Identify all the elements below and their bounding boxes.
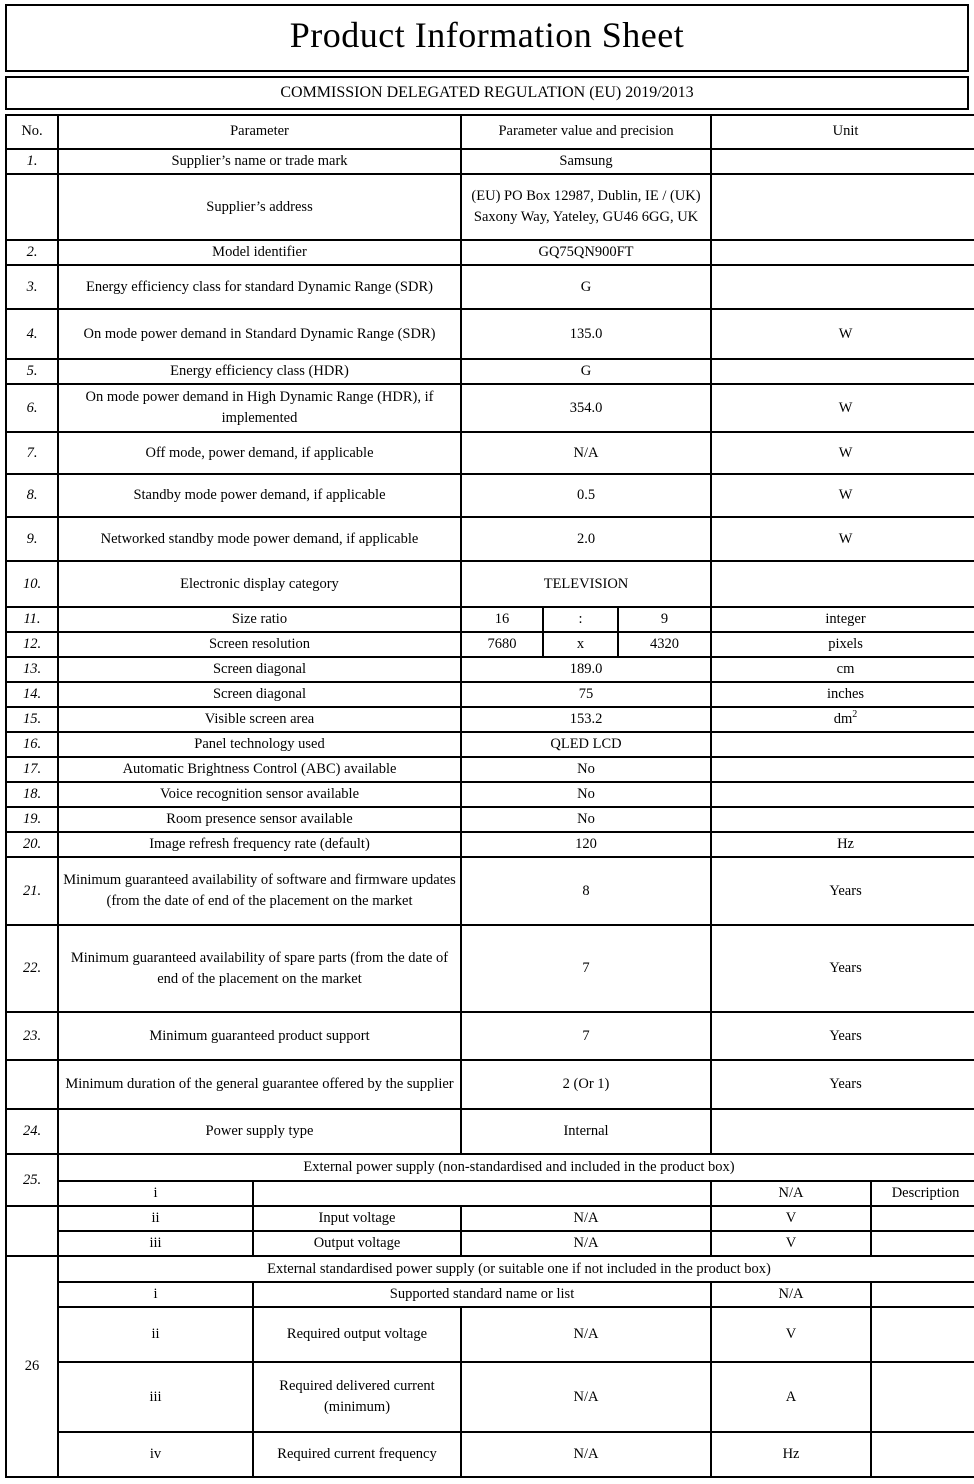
value-cell: 8 — [461, 857, 711, 925]
table-row — [6, 517, 974, 561]
parameter-cell: Supplier’s name or trade mark — [58, 149, 461, 174]
value-cell: No — [461, 807, 711, 832]
page-title: Product Information Sheet — [289, 15, 685, 55]
parameter-cell: Minimum guaranteed availability of software and firmware updates (from the date of end of the placement on the market — [58, 857, 461, 925]
unit-cell: V — [711, 1206, 871, 1231]
value-cell: No — [461, 757, 711, 782]
row-number-cell: 6. — [6, 384, 58, 432]
parameter-cell: Room presence sensor available — [58, 807, 461, 832]
table-row — [6, 707, 974, 732]
parameter-cell: Minimum duration of the general guarantee offered by the supplier — [58, 1060, 461, 1109]
sub-index-cell: ii — [58, 1206, 253, 1231]
parameter-cell: Size ratio — [58, 607, 461, 632]
table-row — [6, 432, 974, 474]
value-cell-separator: : — [543, 607, 618, 632]
table-row — [6, 1282, 974, 1307]
row-number-cell: 5. — [6, 359, 58, 384]
row-number-cell: 26 — [6, 1256, 58, 1477]
unit-cell: V — [711, 1231, 871, 1256]
table-row — [6, 925, 974, 1012]
row-number-cell: 17. — [6, 757, 58, 782]
parameter-cell: Visible screen area — [58, 707, 461, 732]
row-number-cell: 25. — [6, 1154, 58, 1206]
sub-index-cell: iii — [58, 1231, 253, 1256]
unit-cell: integer — [711, 607, 974, 632]
value-cell: N/A — [461, 1206, 711, 1231]
row-number-cell — [6, 174, 58, 240]
value-cell: Samsung — [461, 149, 711, 174]
table-row — [6, 1362, 974, 1432]
table-row — [6, 1206, 974, 1231]
row-number-cell: 13. — [6, 657, 58, 682]
description-cell: Description — [871, 1181, 974, 1206]
value-cell: Internal — [461, 1109, 711, 1154]
row-number-cell: 22. — [6, 925, 58, 1012]
description-cell — [871, 1432, 974, 1477]
unit-cell: Years — [711, 857, 974, 925]
parameter-cell: Power supply type — [58, 1109, 461, 1154]
value-cell: 7 — [461, 1012, 711, 1060]
row-number-cell: 16. — [6, 732, 58, 757]
unit-base: dm — [833, 711, 853, 728]
value-cell: GQ75QN900FT — [461, 240, 711, 265]
unit-cell: pixels — [711, 632, 974, 657]
table-row — [6, 857, 974, 925]
parameter-cell: Off mode, power demand, if applicable — [58, 432, 461, 474]
parameter-cell: Networked standby mode power demand, if applicable — [58, 517, 461, 561]
row-number-cell: 15. — [6, 707, 58, 732]
description-cell — [871, 1362, 974, 1432]
parameter-cell: Supplier’s address — [58, 174, 461, 240]
row-number-cell: 1. — [6, 149, 58, 174]
table-row — [6, 265, 974, 309]
table-row — [6, 1109, 974, 1154]
unit-cell: V — [711, 1307, 871, 1362]
unit-cell: Years — [711, 1060, 974, 1109]
value-cell: 354.0 — [461, 384, 711, 432]
unit-cell: Years — [711, 1012, 974, 1060]
subtitle-box — [5, 76, 969, 110]
table-row — [6, 732, 974, 757]
sub-index-cell: i — [58, 1282, 253, 1307]
value-cell: 189.0 — [461, 657, 711, 682]
row-number-cell — [6, 1206, 58, 1256]
parameter-cell: Required delivered current (minimum) — [253, 1362, 461, 1432]
description-cell — [871, 1206, 974, 1231]
table-row — [6, 149, 974, 174]
sub-index-cell: ii — [58, 1307, 253, 1362]
table-row — [6, 359, 974, 384]
parameter-cell: Screen diagonal — [58, 657, 461, 682]
value-cell: 75 — [461, 682, 711, 707]
row-number-cell: 11. — [6, 607, 58, 632]
row-number-cell: 2. — [6, 240, 58, 265]
value-cell: N/A — [461, 432, 711, 474]
value-cell: (EU) PO Box 12987, Dublin, IE / (UK) Saxony Way, Yateley, GU46 6GG, UK — [461, 174, 711, 240]
unit-cell: A — [711, 1362, 871, 1432]
parameter-cell: Required current frequency — [253, 1432, 461, 1477]
value-cell: N/A — [461, 1307, 711, 1362]
table-row — [6, 657, 974, 682]
parameter-cell: Energy efficiency class for standard Dynamic Range (SDR) — [58, 265, 461, 309]
unit-cell: Hz — [711, 1432, 871, 1477]
value-cell-height: 4320 — [618, 632, 711, 657]
row-number-cell: 19. — [6, 807, 58, 832]
table-row — [6, 632, 974, 657]
unit-cell — [711, 265, 974, 309]
sub-index-cell: iv — [58, 1432, 253, 1477]
table-row — [6, 782, 974, 807]
parameter-cell: On mode power demand in Standard Dynamic Range (SDR) — [58, 309, 461, 359]
table-row — [6, 1154, 974, 1181]
table-header-row — [6, 115, 974, 149]
sub-index-cell: iii — [58, 1362, 253, 1432]
parameter-cell: Image refresh frequency rate (default) — [58, 832, 461, 857]
product-table — [5, 114, 974, 1478]
value-cell: 120 — [461, 832, 711, 857]
row-number-cell: 21. — [6, 857, 58, 925]
row-number-cell: 3. — [6, 265, 58, 309]
description-cell — [871, 1307, 974, 1362]
table-row — [6, 1060, 974, 1109]
row-number-cell: 7. — [6, 432, 58, 474]
description-cell — [871, 1282, 974, 1307]
unit-cell — [711, 807, 974, 832]
value-cell: 2 (Or 1) — [461, 1060, 711, 1109]
parameter-cell: Electronic display category — [58, 561, 461, 607]
value-cell-width: 7680 — [461, 632, 543, 657]
unit-cell: Years — [711, 925, 974, 1012]
table-row — [6, 807, 974, 832]
table-row — [6, 1432, 974, 1477]
value-cell: N/A — [461, 1432, 711, 1477]
parameter-cell: On mode power demand in High Dynamic Range (HDR), if implemented — [58, 384, 461, 432]
parameter-cell: Standby mode power demand, if applicable — [58, 474, 461, 517]
col-header-parameter: Parameter — [58, 115, 461, 149]
row-number-cell: 10. — [6, 561, 58, 607]
table-row — [6, 561, 974, 607]
unit-cell — [711, 149, 974, 174]
unit-cell — [711, 359, 974, 384]
value-cell: N/A — [461, 1362, 711, 1432]
col-header-no: No. — [6, 115, 58, 149]
value-cell-height: 9 — [618, 607, 711, 632]
value-cell: TELEVISION — [461, 561, 711, 607]
unit-cell: W — [711, 474, 974, 517]
sub-index-cell: i — [58, 1181, 253, 1206]
parameter-cell: Minimum guaranteed availability of spare parts (from the date of end of the placement on the market — [58, 925, 461, 1012]
table-row — [6, 240, 974, 265]
value-cell: N/A — [461, 1231, 711, 1256]
description-cell — [871, 1231, 974, 1256]
row-number-cell — [6, 1060, 58, 1109]
unit-cell — [711, 707, 974, 732]
unit-cell: W — [711, 384, 974, 432]
parameter-cell: Minimum guaranteed product support — [58, 1012, 461, 1060]
unit-cell: inches — [711, 682, 974, 707]
title-box — [5, 4, 969, 72]
parameter-cell: Input voltage — [253, 1206, 461, 1231]
table-row — [6, 1307, 974, 1362]
table-row — [6, 384, 974, 432]
parameter-cell: Energy efficiency class (HDR) — [58, 359, 461, 384]
parameter-cell: Screen resolution — [58, 632, 461, 657]
unit-cell: N/A — [711, 1181, 871, 1206]
value-cell: G — [461, 359, 711, 384]
table-row — [6, 832, 974, 857]
table-row — [6, 174, 974, 240]
table-row — [6, 309, 974, 359]
row-number-cell: 14. — [6, 682, 58, 707]
value-cell-separator: x — [543, 632, 618, 657]
parameter-cell: Screen diagonal — [58, 682, 461, 707]
value-cell: 153.2 — [461, 707, 711, 732]
table-row — [6, 682, 974, 707]
row-number-cell: 18. — [6, 782, 58, 807]
unit-cell — [711, 1109, 974, 1154]
value-cell: QLED LCD — [461, 732, 711, 757]
row-number-cell: 8. — [6, 474, 58, 517]
section-header-cell: External power supply (non-standardised and included in the product box) — [58, 1154, 974, 1181]
value-cell: 7 — [461, 925, 711, 1012]
unit-cell: Hz — [711, 832, 974, 857]
unit-cell: cm — [711, 657, 974, 682]
table-row — [6, 1012, 974, 1060]
value-cell: 135.0 — [461, 309, 711, 359]
value-cell: 2.0 — [461, 517, 711, 561]
parameter-cell: Panel technology used — [58, 732, 461, 757]
value-cell-width: 16 — [461, 607, 543, 632]
regulation-subtitle: COMMISSION DELEGATED REGULATION (EU) 2019/2013 — [280, 84, 694, 101]
parameter-cell: Output voltage — [253, 1231, 461, 1256]
unit-cell — [711, 732, 974, 757]
table-row — [6, 1256, 974, 1282]
unit-cell — [711, 561, 974, 607]
unit-cell — [711, 240, 974, 265]
unit-cell — [711, 757, 974, 782]
row-number-cell: 9. — [6, 517, 58, 561]
unit-cell: N/A — [711, 1282, 871, 1307]
value-cell: 0.5 — [461, 474, 711, 517]
table-row — [6, 757, 974, 782]
row-number-cell: 4. — [6, 309, 58, 359]
col-header-value: Parameter value and precision — [461, 115, 711, 149]
parameter-cell: Model identifier — [58, 240, 461, 265]
parameter-cell: Supported standard name or list — [253, 1282, 711, 1307]
section-header-cell: External standardised power supply (or suitable one if not included in the product box) — [58, 1256, 974, 1282]
value-cell: No — [461, 782, 711, 807]
unit-cell — [711, 174, 974, 240]
table-row — [6, 474, 974, 517]
row-number-cell: 23. — [6, 1012, 58, 1060]
parameter-cell: Voice recognition sensor available — [58, 782, 461, 807]
value-cell: G — [461, 265, 711, 309]
table-row — [6, 607, 974, 632]
unit-superscript: 2 — [852, 709, 858, 721]
row-number-cell: 20. — [6, 832, 58, 857]
row-number-cell: 24. — [6, 1109, 58, 1154]
table-row — [6, 1231, 974, 1256]
table-row — [6, 1181, 974, 1206]
parameter-cell: Required output voltage — [253, 1307, 461, 1362]
unit-cell: W — [711, 432, 974, 474]
parameter-cell: Automatic Brightness Control (ABC) available — [58, 757, 461, 782]
row-number-cell: 12. — [6, 632, 58, 657]
unit-cell: W — [711, 309, 974, 359]
unit-cell — [711, 782, 974, 807]
parameter-cell — [253, 1181, 711, 1206]
unit-cell: W — [711, 517, 974, 561]
col-header-unit: Unit — [711, 115, 974, 149]
